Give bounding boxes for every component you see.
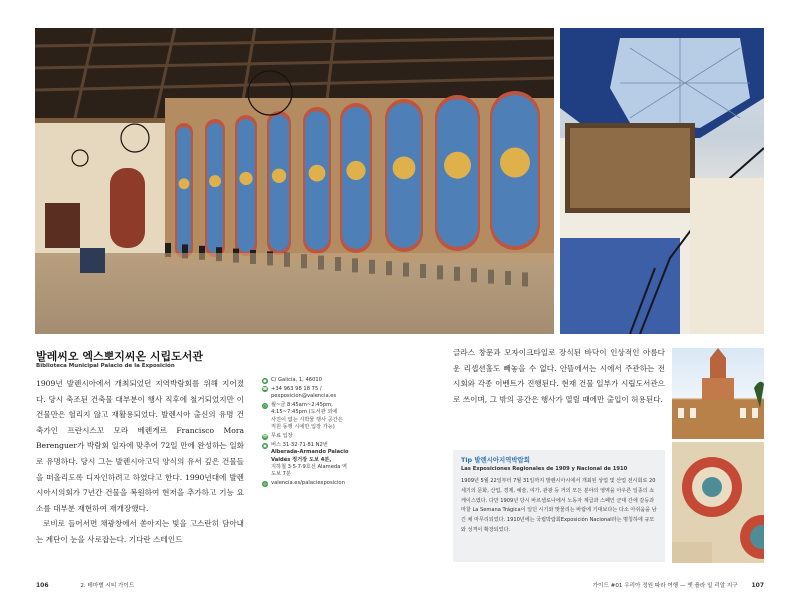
right-guide-title: 가이드 #01 우리아 정원 따라 여행 — 옛 플라 일 리알 지구 [592,583,738,589]
mosaic-tile-floor-photo [672,442,764,563]
exhibition-palace-tower-photo [672,348,764,439]
info-line: 4:15~7:45pm (도서관 외에 [271,409,338,416]
stained-glass-window [435,95,480,251]
info-line: 버스 31·32·71·81 N2번 [271,441,328,448]
tip-text: 1909년 5월 22일부터 7월 31일까지 발렌시아시에서 개최된 상업 및 산업 전시회로 20세기의 문화, 산업, 경제, 예술, 여가, 관광 등 거의 모든 분야의 영역을 아우른 일종의 쇼케이스였다. 다만 1909년 당시 바르셀로나에서 노동자 계급과 스페인 군대 간에 갈등과 마찰 La Semana Trágica이 일던 시기와 맞물리는 바람에 기대보다는 다소 아쉬움을 남긴 채 마무리되었다. 1910년에는 국립박람회Exposición Nacional라는 명칭하에 규모와 성격이 확장되었다. [461,478,657,533]
info-admission [262,433,452,440]
staircase-photo [560,28,764,334]
info-line: Alberada-Armando Palacio [271,449,349,456]
stained-glass-window [205,119,225,257]
right-page-number: 107 [751,582,764,589]
stained-glass-window [340,103,372,253]
info-line: +34 963 98 18 75 / [271,385,322,392]
info-contact [262,386,452,401]
library-subtitle: Biblioteca Municipal Palacio de la Exposición [36,363,175,369]
reception-hall-photo [35,28,554,334]
info-email-link[interactable]: pexposicion@valencia.es [271,393,337,400]
website-link[interactable]: valencia.es/palaciexposicion [271,480,345,487]
clock-icon: ◷ [263,402,267,408]
info-line: Valdés 정거장 도보 4분, [271,456,332,463]
info-website [262,480,452,487]
left-body-text [36,376,244,548]
left-section-title: 2. 테마별 시티 가이드 [80,583,135,589]
stained-glass-window [175,123,193,258]
stained-glass-window [235,115,257,256]
ticket-icon: ₩ [263,433,267,439]
left-paragraph-2: 로비로 들어서면 채광창에서 쏟아지는 빛을 고스란히 담아내는 계단이 눈을 사로잡는다. 기다란 스테인드 [36,519,244,544]
info-hours [262,402,452,432]
info-line: 사진이 없는 시박물 행사 공간은 [271,416,343,423]
right-body-text: 글라스 창문과 모자이크타일로 장식된 바닥이 인상적인 아름다운 리셉션홀도 빼놓을 수 없다. 안뜰에서는 시에서 주관하는 전시회와 각종 이벤트가 진행된다. 현재 건물 일부가 시립도서관으로 쓰이며, 그 밖의 공간은 행사가 열릴 때에만 출입이 허용된다. [453,348,665,404]
info-line: 지하철 3·5·7·9호선 Alameda 역 [271,464,348,471]
location-icon: ● [263,377,267,383]
left-paragraph-1: 1909년 발렌시아에서 개최되었던 지역박람회를 위해 지어졌다. 당시 축조된 건축물 대부분이 행사 직후에 철거되었지만 이 건물만은 헐리지 않고 재활용되었다. 발렌시아 출신의 유명 건축가인 프란시스꼬 모라 베렌게르 Francisco Mora Berenguer가 박람회 일자에 맞추어 72일 만에 완성하는 일화로 유명하다. 당시 그는 발렌시아고딕 양식의 유서 깊은 건물들을 떠올리도록 디자인하려고 하였다고 한다. 1990년대에 발렌시아시의회가 7년간 건물을 복원하여 현저을 추가하고 기능 요소를 대부분 재현하여 재개장했다. [36,379,244,513]
stained-glass-window [303,107,331,254]
staircase-illustration [560,28,764,334]
info-box [262,377,452,489]
left-footer [36,581,134,589]
web-icon: ◎ [263,480,267,486]
tip-heading: Tip 발렌시아지역박람회 [461,456,530,464]
tower-illustration [672,348,764,439]
stained-glass-window [490,91,540,250]
stained-glass-window [267,111,291,255]
phone-icon: ☎ [262,386,268,392]
info-line: 도보 7분 [271,471,291,478]
tile-illustration [672,442,764,563]
left-page-number: 106 [36,582,49,589]
tip-box [453,450,665,562]
bus-icon: ▣ [263,442,267,448]
info-transport [262,442,452,479]
right-footer [528,581,764,589]
reception-hall-illustration [35,28,554,334]
info-line: 월~금 8:45am~2:45pm, [271,402,333,408]
info-line: 직원 동행 시에만 입장 가능) [271,424,335,431]
info-address [262,377,452,384]
library-title: 발레씨오 엑스뽀지씨온 시립도서관 [36,350,204,363]
stained-glass-window [385,99,423,252]
tip-subheading: Las Exposiciones Regionales de 1909 y Nacional de 1910 [461,466,628,472]
info-line: C/ Galicia, 1, 46010 [271,377,322,383]
info-line: 무료 입장 [271,433,293,440]
